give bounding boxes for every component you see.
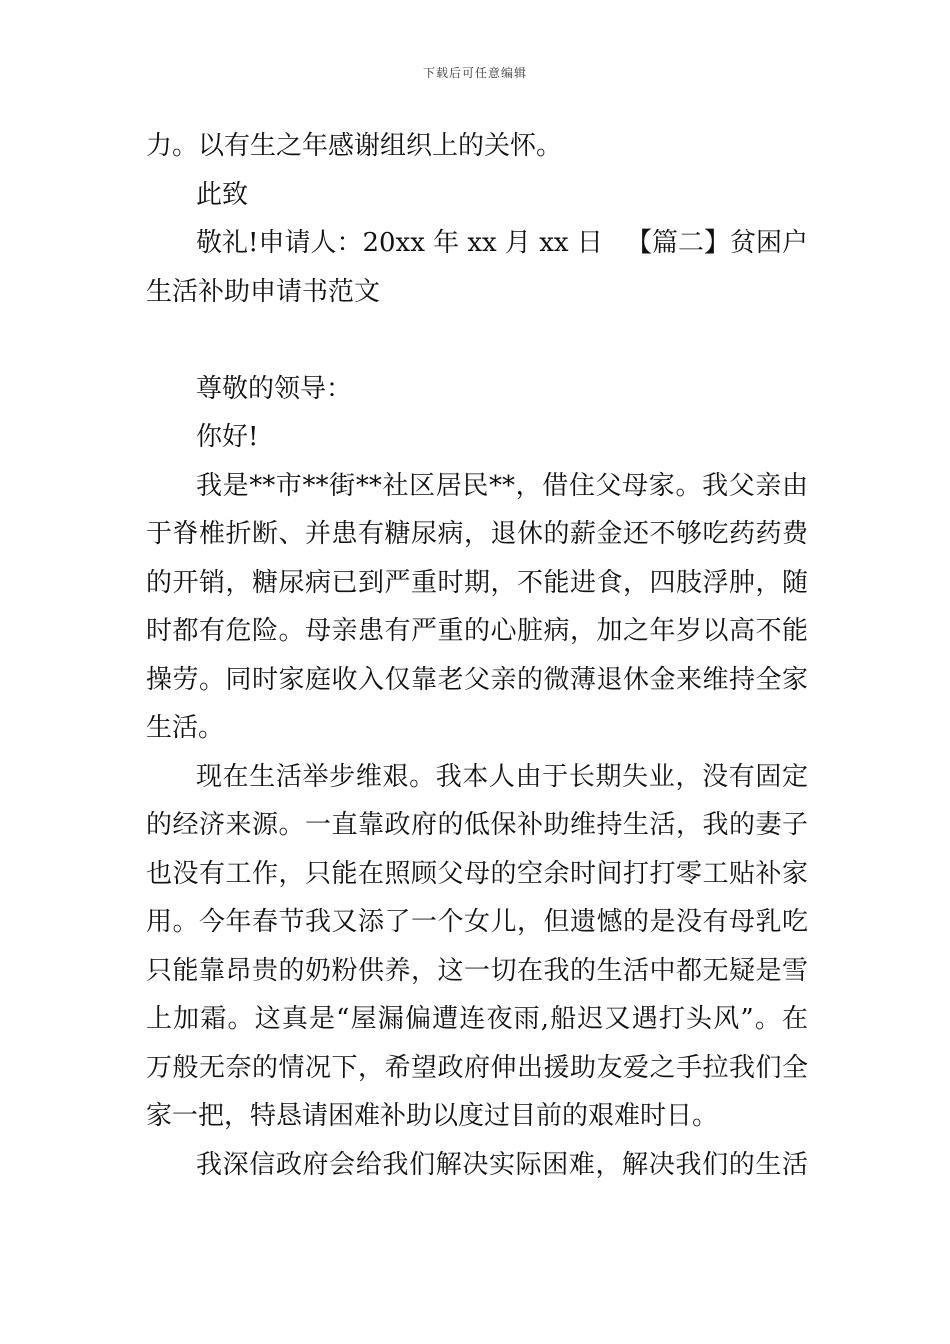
signature-date: 敬礼!申请人：20xx 年 xx 月 xx 日	[196, 228, 603, 258]
blank-line	[146, 316, 808, 365]
paragraph-line: 万般无奈的情况下，希望政府伸出援助友爱之手拉我们全	[146, 1052, 808, 1083]
greeting: 你好!	[196, 422, 259, 452]
paragraph-line: 现在生活举步维艰。我本人由于长期失业，没有固定	[196, 761, 808, 792]
page-header-note: 下载后可任意编辑	[422, 66, 527, 80]
paragraph-line: 的开销，糖尿病已到严重时期，不能进食，四肢浮肿，随	[146, 567, 808, 598]
paragraph-line: 的经济来源。一直靠政府的低保补助维持生活，我的妻子	[146, 810, 808, 840]
paragraph-line: 于脊椎折断、并患有糖尿病，退休的薪金还不够吃药药费	[146, 519, 808, 549]
paragraph-line: 上加霜。这真是“屋漏偏遭连夜雨,船迟又遇打头风”。在	[146, 1004, 808, 1034]
paragraph-line: 我深信政府会给我们解决实际困难，解决我们的生活	[196, 1149, 808, 1180]
paragraph-line: 操劳。同时家庭收入仅靠老父亲的微薄退休金来维持全家	[146, 664, 808, 695]
paragraph-line: 我是**市**街**社区居民**，借住父母家。我父亲由	[196, 470, 808, 501]
signature-line	[146, 219, 808, 268]
paragraph-line: 时都有危险。母亲患有严重的心脏病，加之年岁以高不能	[146, 616, 808, 646]
paragraph-line: 生活。	[146, 713, 225, 743]
section-heading: 【篇二】贫困户	[625, 228, 808, 258]
text-line: 力。以有生之年感谢组织上的关怀。	[146, 131, 563, 161]
greeting-recipient: 尊敬的领导：	[196, 373, 353, 404]
paragraph-line: 用。今年春节我又添了一个女儿，但遗憾的是没有母乳吃	[146, 907, 808, 937]
closing-salutation: 此致	[196, 179, 249, 210]
document-body	[146, 122, 808, 1189]
paragraph-line: 家一把，特恳请困难补助以度过目前的艰难时日。	[146, 1101, 719, 1131]
paragraph-line: 只能靠昂贵的奶粉供养，这一切在我的生活中都无疑是雪	[146, 955, 808, 986]
paragraph-line: 也没有工作，只能在照顾父母的空余时间打打零工贴补家	[146, 858, 808, 889]
section-title: 生活补助申请书范文	[146, 276, 381, 307]
